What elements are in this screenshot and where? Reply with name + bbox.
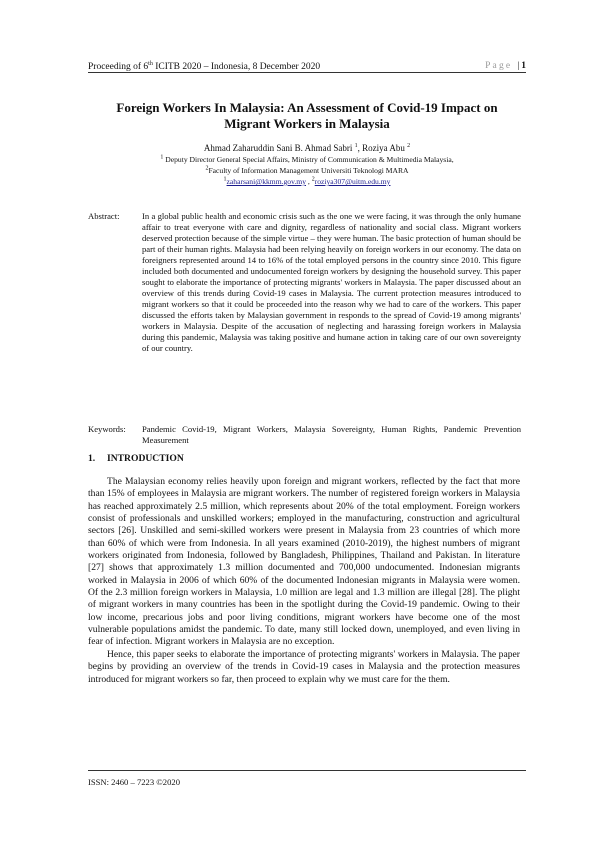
keywords-text: Pandemic Covid-19, Migrant Workers, Malaysia Sovereignty, Human Rights, Pandemic Prevention Measurement <box>142 424 521 445</box>
paper-title: Foreign Workers In Malaysia: An Assessment of Covid-19 Impact on Migrant Workers in Malaysia <box>116 100 498 131</box>
section-number: 1. <box>88 453 96 464</box>
paragraph: Hence, this paper seeks to elaborate the importance of protecting migrants' workers in Malaysia. The paper begins by providing an overview of the trends in Covid-19 cases in Malaysia and the protection measures introduced for migrant workers so far, then proceed to explain why we must care for the them. <box>88 648 520 685</box>
section-title: INTRODUCTION <box>107 453 184 464</box>
author-emails: $^1$zaharsani@kkmm.gov.my , $^2$roziya307@uitm.edu.my <box>223 176 391 186</box>
header-rule <box>88 72 526 73</box>
paragraph: The Malaysian economy relies heavily upon foreign and migrant workers, reflected by the fact that more than 15% of employees in Malaysia are migrant workers. The number of registered foreign workers in Malaysia has reached approximately 2.5 million, which represents about 20% of the total employment. Foreign workers consist of professionals and unskilled workers; employed in the manufacturing, construction and agricultural sectors [26]. Unskilled and semi-skilled workers were present in Malaysia from 23 countries of which more than 60% of which were from Indonesia. In all years examined (2010-2019), the highest numbers of migrant workers originated from Indonesia, followed by Bangladesh, Philippines, Thailand and Pakistan. In literature [27] shows that approximately 1.3 million documented and 700,000 undocumented. Indonesian migrants worked in Malaysia in 2006 of which 60% of the documented Indonesian migrants in Malaysia were women. Of the 2.3 million foreign workers in Malaysia, 1.0 million are legal and 1.3 million are illegal [28]. The plight of migrant workers in many countries has been in the spotlight during the Covid-19 pandemic. Owing to their low income, precarious jobs and poor living conditions, migrant workers have become one of the most vulnerable populations amidst the pandemic. To date, many still locked down, unemployed, and even living in fear of infection. Migrant workers in Malaysia are no exception. <box>88 476 520 648</box>
footer-rule <box>88 770 526 771</box>
page-indicator <box>485 58 526 73</box>
email-link-2[interactable]: roziya307@uitm.edu.my <box>314 177 391 186</box>
abstract-label: Abstract: <box>88 211 120 221</box>
proceeding-label: Proceeding of 6th ICITB 2020 – Indonesia, 8 December 2020 <box>88 61 321 73</box>
page-label: Page <box>485 60 513 71</box>
email-link-1[interactable]: zaharsani@kkmm.gov.my <box>226 177 306 186</box>
abstract-text: In a global public health and economic crisis such as the one we were facing, it was through the only humane affair to treat everyone with care and dignity, regardless of nationality and social class. Migrant workers deserved protection because of the simple virtue – they were human. The basic protection of human should be part of their human rights. Malaysia had been relying heavily on foreign workers in our economy. The data on foreigners represented around 14 to 16% of the total employed persons in the country since 2010. This figure included both documented and undocumented foreign workers by designing the household survey. This paper sought to elaborate the importance of protecting migrants' workers in Malaysia. The paper discussed about an overview of this trends during Covid-19 cases in Malaysia. The current protection measures introduced to migrant workers so that it could be proceeded into the reason why we had to care of the workers. This paper discussed the efforts taken by Malaysian government in responds to the spread of Covid-19 among migrants' workers in Malaysia. Despite of the accusation of neglecting and harassing foreign workers in Malaysia during this pandemic, Malaysia was taking positive and humane action in taking care of our own sovereignty of our country. <box>142 211 521 353</box>
page-separator: | <box>517 60 520 71</box>
affiliation-1: $^1$ Deputy Director General Special Affairs, Ministry of Communication & Multimedia Malaysia, <box>160 154 454 164</box>
introduction-body <box>88 476 520 686</box>
author-list: Ahmad Zaharuddin Sani B. Ahmad Sabri $^1$, Roziya Abu $^2$ <box>203 143 411 153</box>
affiliation-2: $^2$Faculty of Information Management Universiti Teknologi MARA <box>205 165 409 175</box>
page-number: 1 <box>521 60 526 71</box>
running-header <box>88 58 526 73</box>
keywords-label: Keywords: <box>88 424 126 434</box>
section-heading <box>88 453 184 464</box>
issn-footer: ISSN: 2460 – 7223 ©2020 <box>88 777 180 787</box>
